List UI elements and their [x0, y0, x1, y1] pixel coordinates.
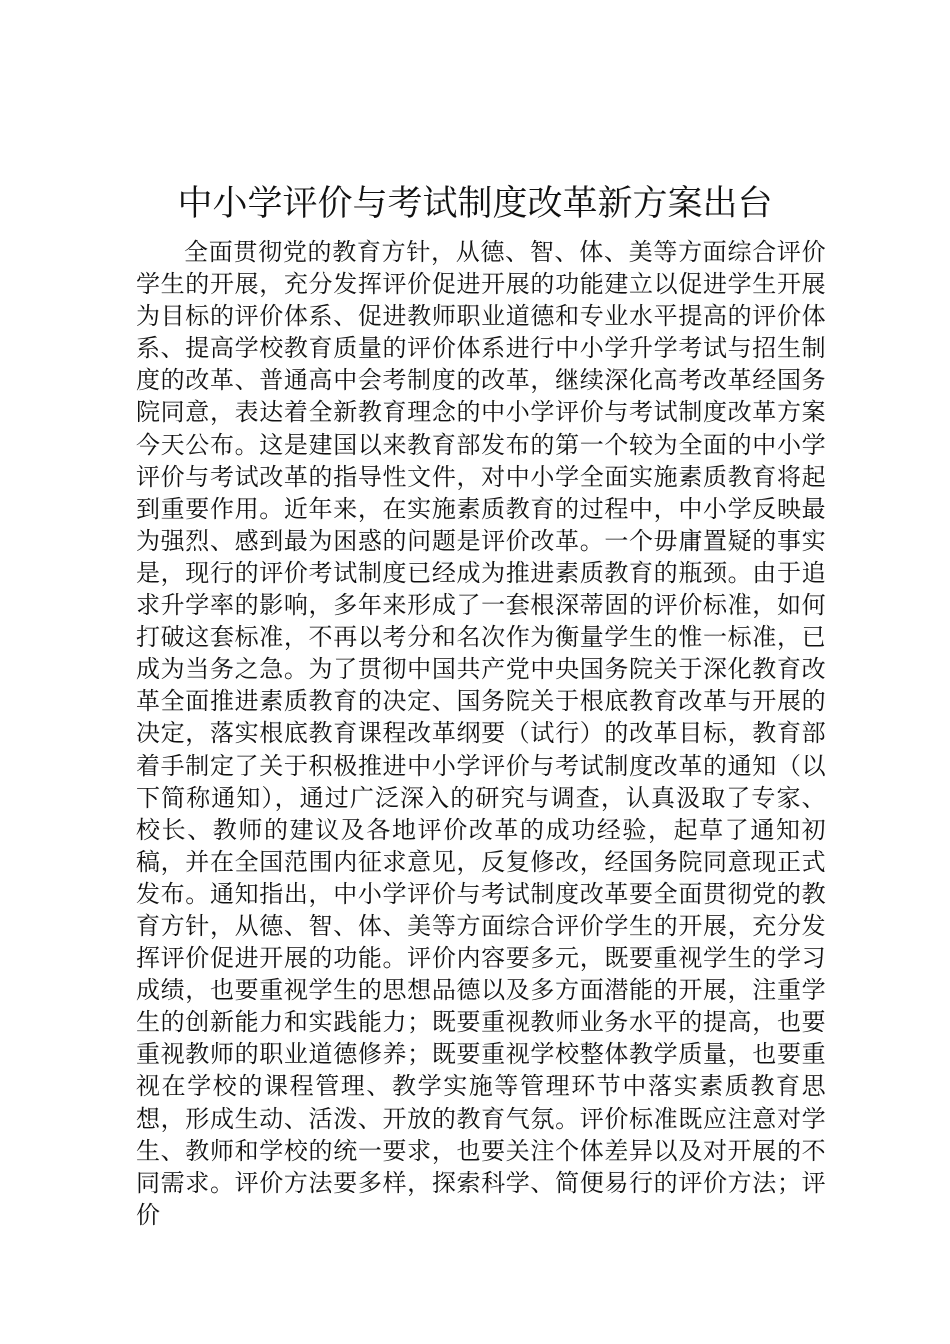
body-paragraph: 全面贯彻党的教育方针，从德、智、体、美等方面综合评价学生的开展，充分发挥评价促进开展的功能建立以促进学生开展为目标的评价体系、促进教师职业道德和专业水平提高的评价体系、提高学校教育质量的评价体系进行中小学升学考试与招生制度的改革、普通高中会考制度的改革，继续深化高考改革经国务院同意，表达着全新教育理念的中小学评价与考试制度改革方案今天公布。这是建国以来教育部发布的第一个较为全面的中小学评价与考试改革的指导性文件，对中小学全面实施素质教育将起到重要作用。近年来，在实施素质教育的过程中，中小学反映最为强烈、感到最为困惑的问题是评价改革。一个毋庸置疑的事实是，现行的评价考试制度已经成为推进素质教育的瓶颈。由于追求升学率的影响，多年来形成了一套根深蒂固的评价标准，如何打破这套标准，不再以考分和名次作为衡量学生的惟一标准，已成为当务之急。为了贯彻中国共产党中央国务院关于深化教育改革全面推进素质教育的决定、国务院关于根底教育改革与开展的决定，落实根底教育课程改革纲要（试行）的改革目标，教育部着手制定了关于积极推进中小学评价与考试制度改革的通知（以下简称通知），通过广泛深入的研究与调查，认真汲取了专家、校长、教师的建议及各地评价改革的成功经验，起草了通知初稿，并在全国范围内征求意见，反复修改，经国务院同意现正式发布。通知指出，中小学评价与考试制度改革要全面贯彻党的教育方针，从德、智、体、美等方面综合评价学生的开展，充分发挥评价促进开展的功能。评价内容要多元，既要重视学生的学习成绩，也要重视学生的思想品德以及多方面潜能的开展，注重学生的创新能力和实践能力；既要重视教师业务水平的提高，也要重视教师的职业道德修养；既要重视学校整体教学质量，也要重视在学校的课程管理、教学实施等管理环节中落实素质教育思想，形成生动、活泼、开放的教育气氛。评价标准既应注意对学生、教师和学校的统一要求，也要关注个体差异以及对开展的不同需求。评价方法要多样，探索科学、简便易行的评价方法；评价: [136, 238, 826, 1229]
document-title: 中小学评价与考试制度改革新方案出台: [177, 184, 773, 224]
